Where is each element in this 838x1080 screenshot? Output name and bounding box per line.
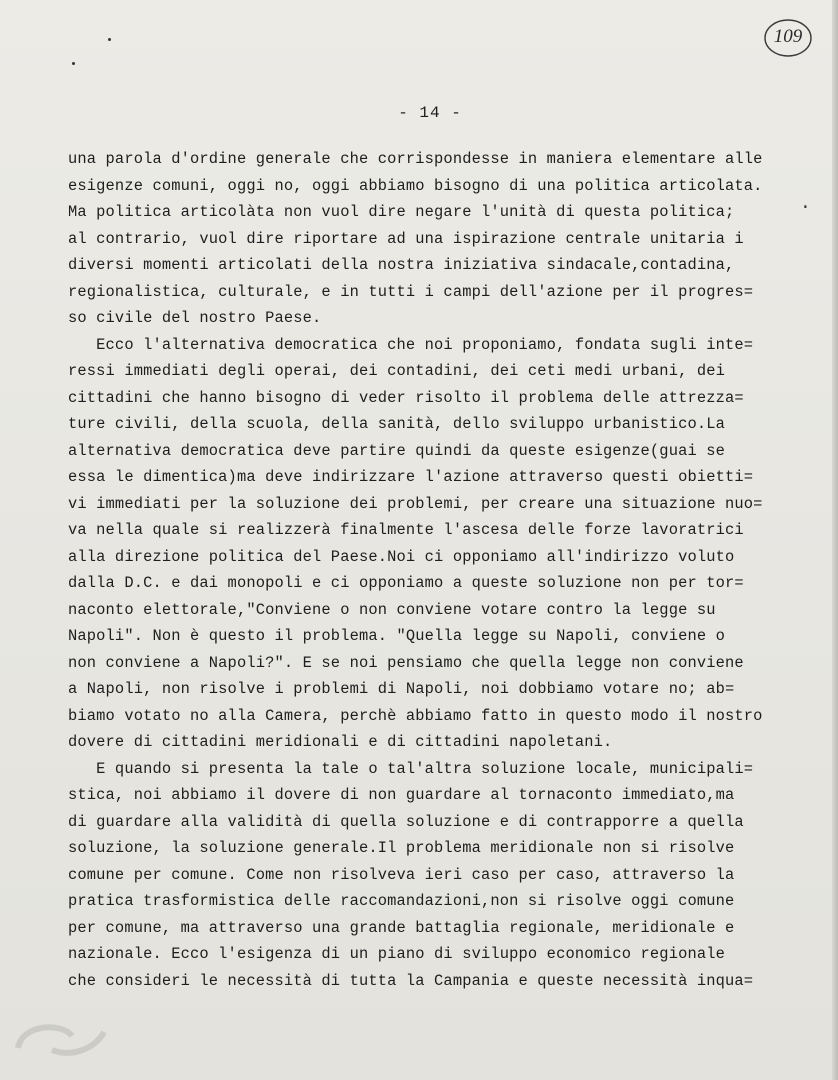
- text-line: dovere di cittadini meridionali e di cittadini napoletani.: [68, 733, 613, 751]
- text-line: ressi immediati degli operai, dei contadini, dei ceti medi urbani, dei: [68, 362, 726, 380]
- text-line: al contrario, vuol dire riportare ad una ispirazione centrale unitaria i: [68, 229, 744, 248]
- text-line: naconto elettorale,"Conviene o non conviene votare contro la legge su: [68, 600, 716, 619]
- text-line: esigenze comuni, oggi no, oggi abbiamo bisogno di una politica articolata.: [68, 176, 763, 195]
- text-line: va nella quale si realizzerà finalmente l'ascesa delle forze lavoratrici: [68, 521, 744, 539]
- text-line: a Napoli, non risolve i problemi di Napoli, noi dobbiamo votare no; ab=: [68, 680, 735, 698]
- margin-annotation: .: [800, 194, 811, 214]
- text-line: una parola d'ordine generale che corrispondesse in maniera elementare alle: [68, 150, 763, 168]
- text-line: dalla D.C. e dai monopoli e ci opponiamo a queste soluzione non per tor=: [68, 574, 744, 592]
- text-line: so civile del nostro Paese.: [68, 309, 322, 327]
- speck: [108, 38, 111, 41]
- archive-watermark: [0, 990, 240, 1070]
- text-line: pratica trasformistica delle raccomandazioni,non si risolve oggi comune: [68, 892, 735, 910]
- speck: [72, 62, 75, 65]
- text-line: essa le dimentica)ma deve indirizzare l'azione attraverso questi obietti=: [68, 468, 754, 486]
- text-line: E quando si presenta la tale o tal'altra soluzione locale, municipali=: [68, 759, 754, 778]
- text-line: ture civili, della scuola, della sanità, dello sviluppo urbanistico.La: [68, 415, 726, 433]
- text-line: nazionale. Ecco l'esigenza di un piano di sviluppo economico regionale: [68, 945, 726, 963]
- text-line: alla direzione politica del Paese.Noi ci opponiamo all'indirizzo voluto: [68, 547, 735, 566]
- text-line: comune per comune. Come non risolveva ieri caso per caso, attraverso la: [68, 865, 735, 884]
- watermark-logo-icon: [12, 1018, 112, 1062]
- page-number: - 14 -: [398, 104, 462, 122]
- text-line: vi immediati per la soluzione dei problemi, per creare una situazione nuo=: [68, 494, 763, 513]
- text-line: alternativa democratica deve partire quindi da queste esigenze(guai se: [68, 441, 726, 460]
- typed-text-body: [68, 146, 798, 994]
- text-line: non conviene a Napoli?". E se noi pensiamo che quella legge non conviene: [68, 653, 744, 672]
- text-line: di guardare alla validità di quella soluzione e di contrapporre a quella: [68, 812, 744, 831]
- text-line: diversi momenti articolati della nostra iniziativa sindacale,contadina,: [68, 256, 735, 274]
- text-line: che consideri le necessità di tutta la Campania e queste necessità inqua=: [68, 971, 754, 990]
- folio-number: 109: [773, 26, 803, 47]
- text-line: regionalistica, culturale, e in tutti i campi dell'azione per il progres=: [68, 282, 754, 301]
- text-line: Ma politica articolàta non vuol dire negare l'unità di questa politica;: [68, 203, 735, 221]
- text-line: per comune, ma attraverso una grande battaglia regionale, meridionale e: [68, 918, 735, 937]
- page-edge-shadow: [832, 0, 838, 1080]
- folio-stamp: [762, 16, 814, 60]
- text-line: Napoli". Non è questo il problema. "Quella legge su Napoli, conviene o: [68, 627, 726, 645]
- text-line: stica, noi abbiamo il dovere di non guardare al tornaconto immediato,ma: [68, 786, 735, 804]
- text-line: Ecco l'alternativa democratica che noi proponiamo, fondata sugli inte=: [68, 335, 754, 354]
- text-line: cittadini che hanno bisogno di veder risolto il problema delle attrezza=: [68, 388, 744, 407]
- text-line: soluzione, la soluzione generale.Il problema meridionale non si risolve: [68, 839, 735, 857]
- text-line: biamo votato no alla Camera, perchè abbiamo fatto in questo modo il nostro: [68, 706, 763, 725]
